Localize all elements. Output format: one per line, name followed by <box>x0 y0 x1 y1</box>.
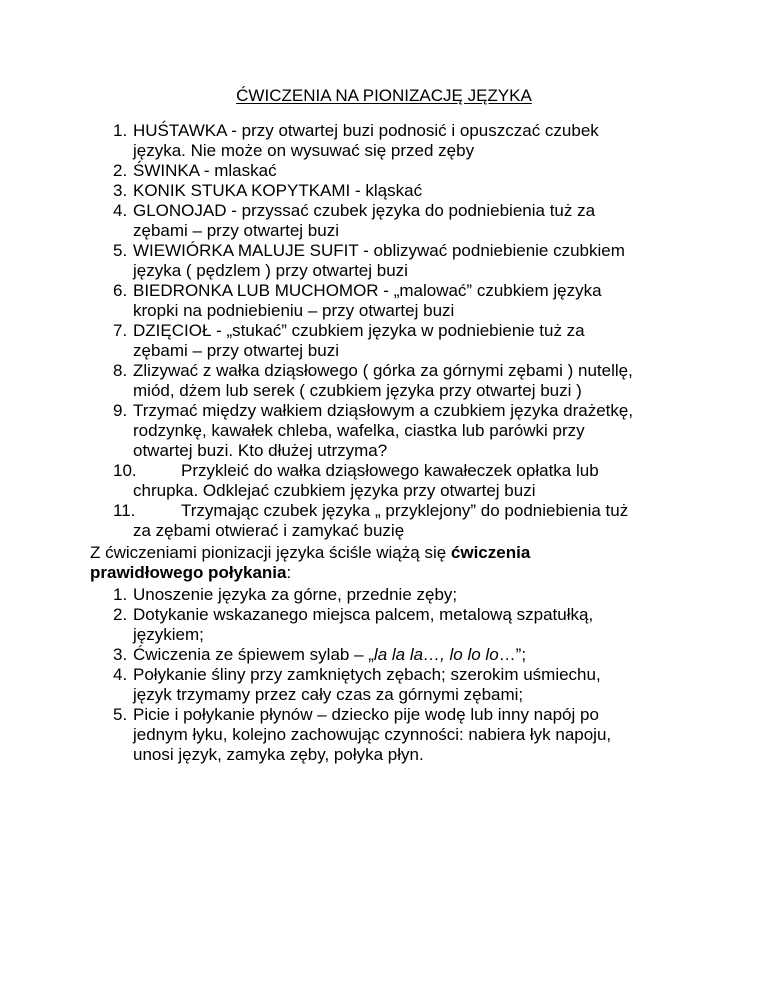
list-item-number: 6. <box>113 281 128 300</box>
list-item-line: językiem; <box>133 625 204 644</box>
list-item-line: ŚWINKA - mlaskać <box>133 161 277 180</box>
list-item-line: BIEDRONKA LUB MUCHOMOR - „malować” czubkiem języka <box>133 281 602 300</box>
list-item <box>0 361 690 401</box>
list-item <box>0 501 690 541</box>
page-title: ĆWICZENIA NA PIONIZACJĘ JĘZYKA <box>236 86 532 105</box>
list-item-line: Unoszenie języka za górne, przednie zęby; <box>133 585 458 604</box>
list-item-text: …”; <box>498 645 527 664</box>
list-item <box>0 161 690 181</box>
list-item-number: 8. <box>113 361 128 380</box>
intro-paragraph-line2 <box>90 563 690 583</box>
list-item-line: Trzymać między wałkiem dziąsłowym a czubkiem języka drażetkę, <box>133 401 634 420</box>
list-item-number: 4. <box>113 665 128 684</box>
list-item-line: jednym łyku, kolejno zachowując czynności: nabiera łyk napoju, <box>133 725 612 744</box>
list-item-line: zębami – przy otwartej buzi <box>133 341 339 360</box>
list-item-line-wrap <box>133 461 690 481</box>
intro-bold-text: ćwiczenia <box>450 543 531 562</box>
list-item-number: 9. <box>113 401 128 420</box>
list-item-line: WIEWIÓRKA MALUJE SUFIT - oblizywać podniebienie czubkiem <box>133 241 625 260</box>
list-item <box>0 241 690 281</box>
list-item <box>0 585 690 605</box>
list-item <box>0 181 690 201</box>
list-item-line: Połykanie śliny przy zamkniętych zębach; szerokim uśmiechu, <box>133 665 601 684</box>
exercise-list-swallowing <box>0 585 690 765</box>
exercise-list-pionization <box>0 121 690 541</box>
list-item <box>0 645 690 665</box>
list-item-number: 2. <box>113 605 128 624</box>
list-item-line <box>133 645 690 665</box>
list-item-line: Przykleić do wałka dziąsłowego kawałeczek opłatka lub <box>181 461 599 480</box>
list-item-line: miód, dżem lub serek ( czubkiem języka przy otwartej buzi ) <box>133 381 582 400</box>
list-item-number: 4. <box>113 201 128 220</box>
list-item-number: 7. <box>113 321 128 340</box>
list-item-line: Picie i połykanie płynów – dziecko pije wodę lub inny napój po <box>133 705 599 724</box>
list-item-line: Zlizywać z wałka dziąsłowego ( górka za górnymi zębami ) nutellę, <box>133 361 633 380</box>
list-item-line: zębami – przy otwartej buzi <box>133 221 339 240</box>
intro-colon: : <box>286 563 292 582</box>
list-item-line: Trzymając czubek języka „ przyklejony” do podniebienia tuż <box>181 501 629 520</box>
list-item-line: język trzymamy przez cały czas za górnymi zębami; <box>133 685 524 704</box>
list-item-line: otwartej buzi. Kto dłużej utrzyma? <box>133 441 388 460</box>
list-item-number: 10. <box>113 461 137 480</box>
intro-text: Z ćwiczeniami pionizacji języka ściśle wiążą się <box>90 543 451 562</box>
list-item <box>0 321 690 361</box>
list-item-line-wrap <box>133 501 690 521</box>
list-item <box>0 201 690 241</box>
list-item-number: 5. <box>113 705 128 724</box>
intro-bold-text: prawidłowego połykania <box>90 563 287 582</box>
list-item <box>0 705 690 765</box>
list-item <box>0 665 690 705</box>
list-item <box>0 281 690 321</box>
list-item-line: DZIĘCIOŁ - „stukać” czubkiem języka w podniebienie tuż za <box>133 321 585 340</box>
list-item-text: Ćwiczenia ze śpiewem sylab – „ <box>133 645 374 664</box>
intro-paragraph <box>90 543 690 563</box>
list-item-number: 3. <box>113 645 128 664</box>
list-item-line: unosi język, zamyka zęby, połyka płyn. <box>133 745 424 764</box>
list-item-line: kropki na podniebieniu – przy otwartej buzi <box>133 301 455 320</box>
list-item-number: 2. <box>113 161 128 180</box>
list-item-number: 1. <box>113 121 128 140</box>
list-item <box>0 401 690 461</box>
list-item-line: HUŚTAWKA - przy otwartej buzi podnosić i opuszczać czubek <box>133 121 599 140</box>
list-item-line: GLONOJAD - przyssać czubek języka do podniebienia tuż za <box>133 201 596 220</box>
list-item-line: języka. Nie może on wysuwać się przed zęby <box>133 141 475 160</box>
list-item-line: Dotykanie wskazanego miejsca palcem, metalową szpatułką, <box>133 605 594 624</box>
list-item-line: KONIK STUKA KOPYTKAMI - kląskać <box>133 181 423 200</box>
list-item <box>0 121 690 161</box>
list-item-line: rodzynkę, kawałek chleba, wafelka, ciastka lub parówki przy <box>133 421 585 440</box>
list-item-number: 5. <box>113 241 128 260</box>
list-item-line: za zębami otwierać i zamykać buzię <box>133 521 405 540</box>
list-item <box>0 605 690 645</box>
list-item-line: języka ( pędzlem ) przy otwartej buzi <box>133 261 408 280</box>
list-item-number: 3. <box>113 181 128 200</box>
list-item-italic-text: la la la…, lo lo lo <box>373 645 499 664</box>
list-item-line: chrupka. Odklejać czubkiem języka przy otwartej buzi <box>133 481 536 500</box>
list-item-number: 11. <box>113 501 136 520</box>
list-item <box>0 461 690 501</box>
list-item-number: 1. <box>113 585 128 604</box>
